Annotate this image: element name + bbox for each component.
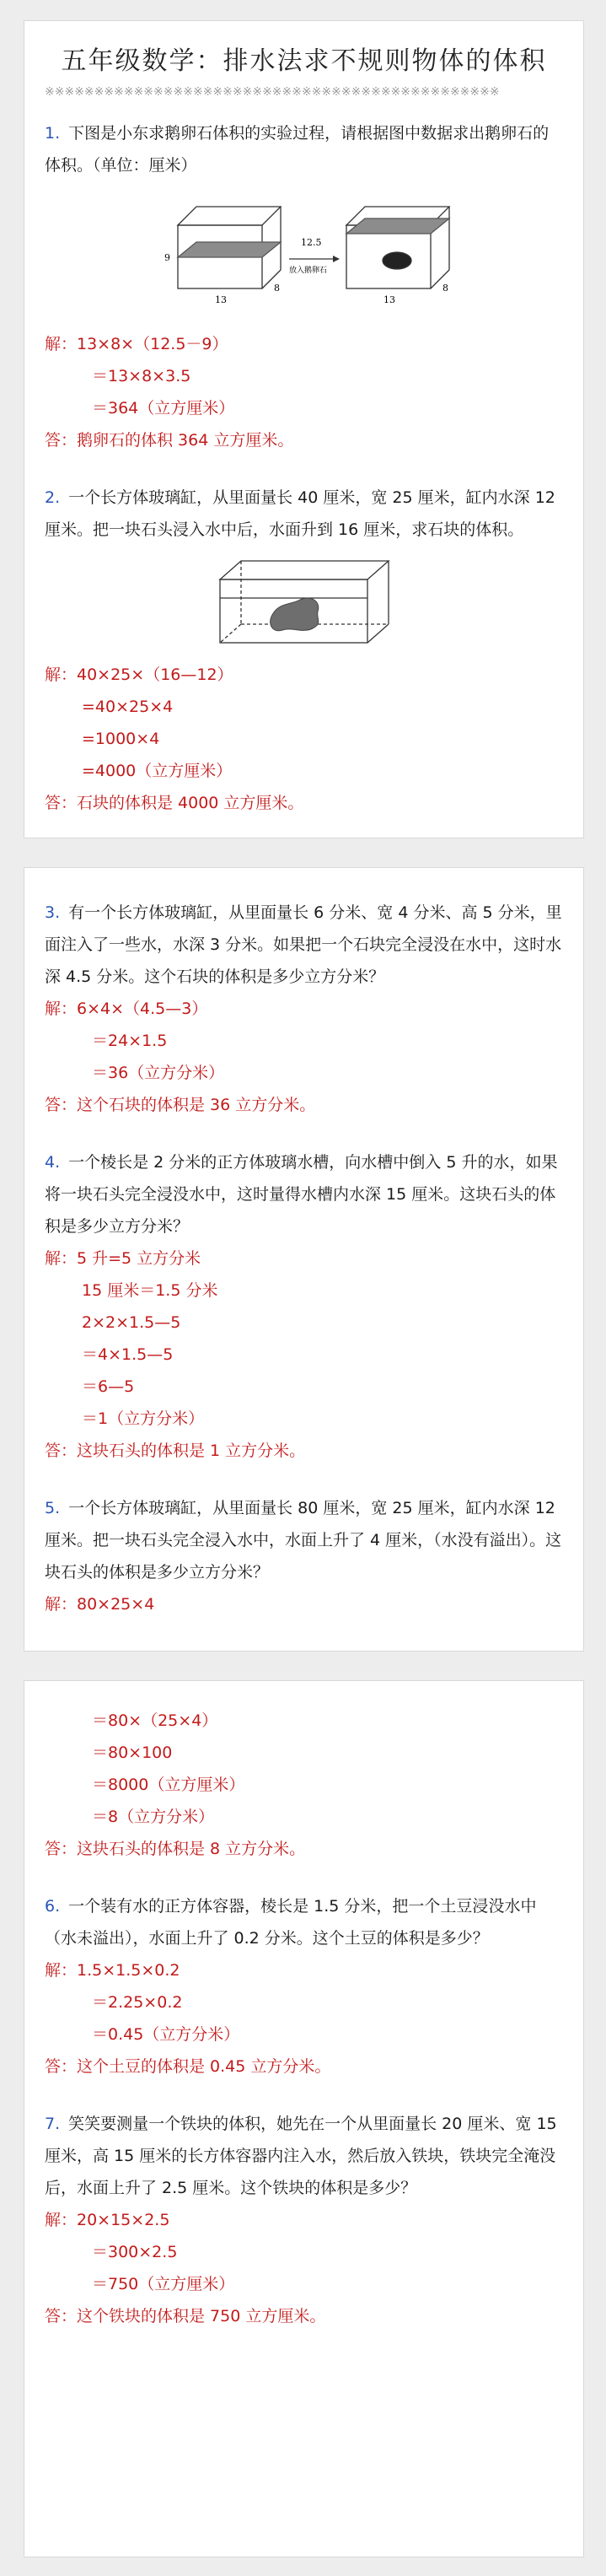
answer: 答：石块的体积是 4000 立方厘米。 bbox=[45, 794, 304, 812]
solution-step: 解：6×4×（4.5—3） bbox=[45, 1000, 208, 1018]
solution-step: 解：5 升=5 立方分米 bbox=[45, 1249, 201, 1268]
question-number: 7. bbox=[45, 2115, 61, 2133]
solution-step: ＝750（立方厘米） bbox=[92, 2275, 235, 2293]
solution-7 bbox=[45, 2204, 563, 2332]
question-text: 一个棱长是 2 分米的正方体玻璃水槽，向水槽中倒入 5 升的水，如果将一块石头完全浸没水中，这时量得水槽内水深 15 厘米。这块石头的体积是多少立方分米？ bbox=[45, 1153, 558, 1236]
page-sheet-1 bbox=[24, 20, 584, 838]
solution-step: ＝13×8×3.5 bbox=[92, 367, 191, 385]
solution-3 bbox=[45, 993, 563, 1121]
solution-step: 解：13×8×（12.5－9） bbox=[45, 335, 228, 353]
label-d2: 8 bbox=[442, 283, 448, 294]
question-number: 5. bbox=[45, 1499, 61, 1517]
rock-shape bbox=[270, 598, 318, 631]
solution-step: 2×2×1.5—5 bbox=[82, 1313, 181, 1332]
label-w1: 13 bbox=[214, 294, 227, 305]
answer: 答：这个铁块的体积是 750 立方厘米。 bbox=[45, 2307, 326, 2325]
solution-5-cont bbox=[45, 1705, 563, 1865]
solution-6 bbox=[45, 1954, 563, 2083]
question-6 bbox=[45, 1890, 563, 1954]
question-text: 一个长方体玻璃缸，从里面量长 40 厘米，宽 25 厘米，缸内水深 12 厘米。把一块石头浸入水中后，水面升到 16 厘米，求石块的体积。 bbox=[45, 488, 555, 539]
solution-2 bbox=[45, 659, 563, 819]
question-text: 笑笑要测量一个铁块的体积，她先在一个从里面量长 20 厘米、宽 15 厘米，高 15 厘米的长方体容器内注入水，然后放入铁块，铁块完全淹没后，水面上升了 2.5 厘米。这个铁块的体积是多少？ bbox=[45, 2115, 557, 2197]
box-before bbox=[178, 207, 281, 288]
box-after bbox=[346, 207, 449, 288]
question-7 bbox=[45, 2108, 563, 2204]
solution-step: ＝1（立方分米） bbox=[82, 1409, 205, 1428]
solution-step: =1000×4 bbox=[82, 730, 160, 748]
solution-step: =4000（立方厘米） bbox=[82, 762, 233, 780]
question-3 bbox=[45, 897, 563, 993]
question-number: 3. bbox=[45, 903, 61, 922]
solution-4 bbox=[45, 1242, 563, 1467]
solution-step: ＝24×1.5 bbox=[92, 1032, 168, 1050]
solution-step: ＝6—5 bbox=[82, 1377, 135, 1396]
solution-step: ＝80×100 bbox=[92, 1743, 173, 1762]
question-5 bbox=[45, 1492, 563, 1588]
answer: 答：这个石块的体积是 36 立方分米。 bbox=[45, 1096, 316, 1114]
label-w2: 13 bbox=[383, 294, 395, 305]
question-2 bbox=[45, 482, 563, 546]
solution-1 bbox=[45, 328, 563, 456]
label-h1: 9 bbox=[164, 252, 170, 263]
question-text: 一个装有水的正方体容器，棱长是 1.5 分米，把一个土豆浸没水中（水未溢出），水面上升了 0.2 分米。这个土豆的体积是多少？ bbox=[45, 1897, 537, 1948]
page-title: 五年级数学：排水法求不规则物体的体积 bbox=[61, 46, 547, 76]
arrow-text: 放入鹅卵石 bbox=[288, 267, 327, 275]
solution-step: 解：80×25×4 bbox=[45, 1595, 155, 1614]
page-sheet-2 bbox=[24, 867, 584, 1652]
question-number: 4. bbox=[45, 1153, 61, 1172]
question-number: 2. bbox=[45, 488, 61, 507]
page-sheet-3 bbox=[24, 1680, 584, 2557]
star-divider: ※※※※※※※※※※※※※※※※※※※※※※※※※※※※※※※※※※※※※※※※※※※※※※ bbox=[45, 85, 500, 99]
solution-step: 解：20×15×2.5 bbox=[45, 2211, 170, 2229]
solution-step: ＝2.25×0.2 bbox=[92, 1993, 183, 2012]
question-4 bbox=[45, 1146, 563, 1242]
solution-step: ＝8（立方分米） bbox=[92, 1808, 215, 1826]
question-text: 下图是小东求鹅卵石体积的实验过程，请根据图中数据求出鹅卵石的体积。（单位：厘米） bbox=[45, 124, 550, 175]
question-text: 一个长方体玻璃缸，从里面量长 80 厘米，宽 25 厘米，缸内水深 12 厘米。把一块石头完全浸入水中，水面上升了 4 厘米，（水没有溢出）。这块石头的体积是多少立方分米？ bbox=[45, 1499, 562, 1582]
answer: 答：这个土豆的体积是 0.45 立方分米。 bbox=[45, 2057, 331, 2076]
pebble-experiment-diagram bbox=[144, 191, 464, 318]
answer: 答：鹅卵石的体积 364 立方厘米。 bbox=[45, 431, 294, 450]
question-number: 1. bbox=[45, 124, 61, 143]
solution-step: 解：1.5×1.5×0.2 bbox=[45, 1961, 180, 1980]
solution-step: 解：40×25×（16—12） bbox=[45, 666, 233, 684]
answer: 答：这块石头的体积是 1 立方分米。 bbox=[45, 1442, 306, 1460]
solution-step: ＝36（立方分米） bbox=[92, 1064, 225, 1082]
solution-step: ＝8000（立方厘米） bbox=[92, 1776, 245, 1794]
solution-step: ＝0.45（立方分米） bbox=[92, 2025, 240, 2044]
question-text: 有一个长方体玻璃缸，从里面量长 6 分米、宽 4 分米、高 5 分米，里面注入了一些水，水深 3 分米。如果把一个石块完全浸没在水中，这时水深 4.5 分米。这个石块的体积是多少立方分米？ bbox=[45, 903, 562, 986]
solution-5-start bbox=[45, 1588, 563, 1620]
solution-step: ＝300×2.5 bbox=[92, 2243, 178, 2261]
answer: 答：这块石头的体积是 8 立方分米。 bbox=[45, 1840, 306, 1858]
solution-step: 15 厘米＝1.5 分米 bbox=[82, 1281, 218, 1300]
question-1 bbox=[45, 117, 563, 181]
arrow-label: 12.5 bbox=[300, 237, 321, 248]
solution-step: ＝364（立方厘米） bbox=[92, 399, 235, 418]
solution-step: ＝4×1.5—5 bbox=[82, 1345, 174, 1364]
label-d1: 8 bbox=[273, 283, 280, 294]
solution-step: ＝80×（25×4） bbox=[92, 1711, 218, 1730]
question-number: 6. bbox=[45, 1897, 61, 1916]
solution-step: =40×25×4 bbox=[82, 698, 174, 716]
fish-tank-diagram bbox=[212, 556, 397, 649]
